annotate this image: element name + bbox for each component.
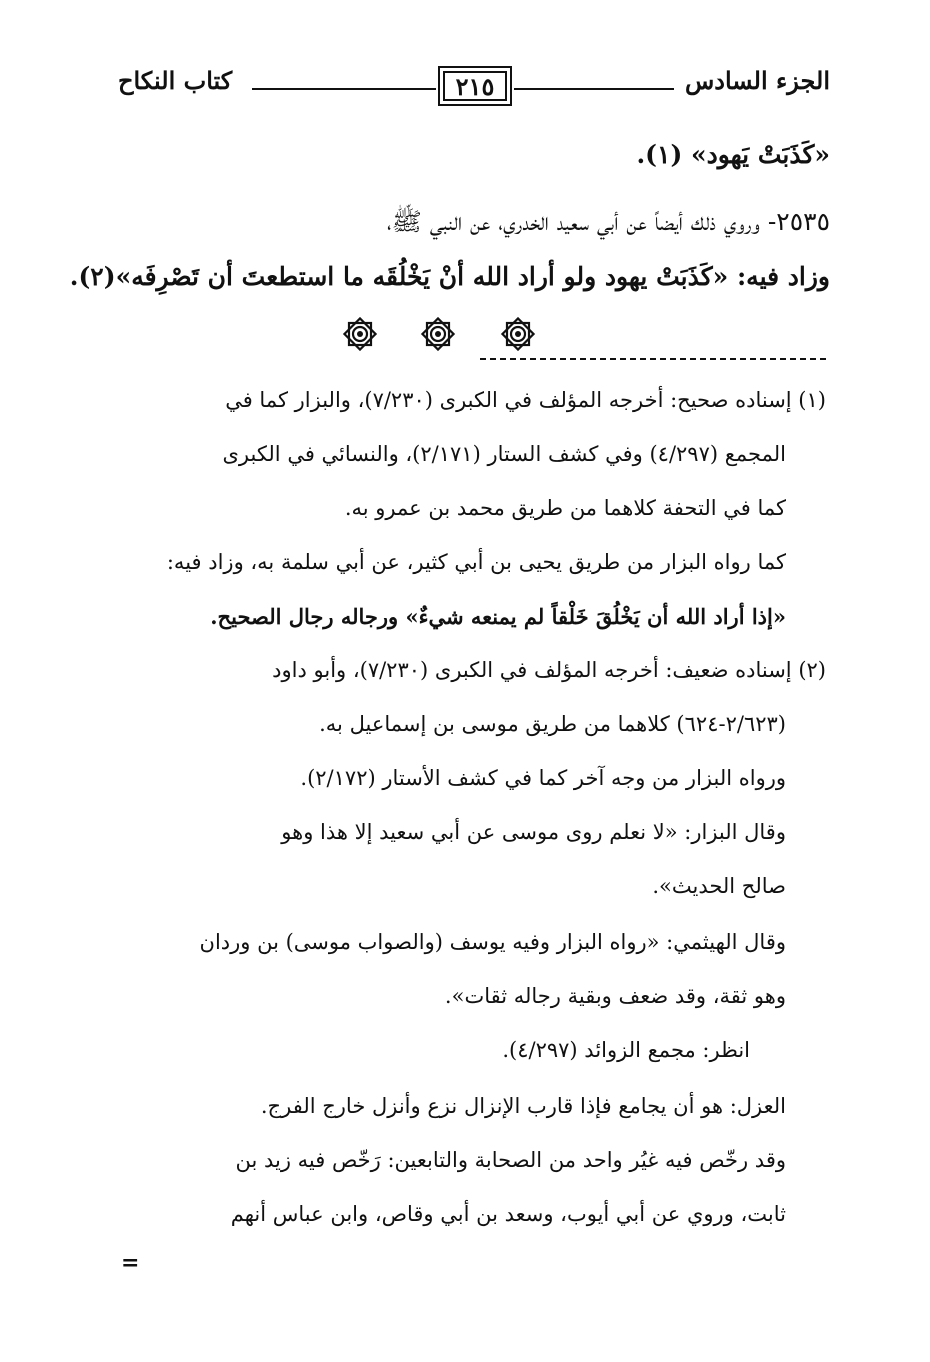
ornament-flower-icon [498, 314, 538, 354]
footnote-1-line: كما رواه البزار من طريق يحيى بن أبي كثير، عن أبي سلمة به، وزاد فيه: [166, 550, 786, 574]
footnote-2-line: العزل: هو أن يجامع فإذا قارب الإنزال نزع وأنزل خارج الفرج. [260, 1094, 786, 1118]
footnote-1-line: كما في التحفة كلاهما من طريق محمد بن عمرو به. [344, 496, 786, 520]
footnote-2-line: (٢/٦٢٣-٦٢٤) كلاهما من طريق موسى بن إسماعيل به. [319, 712, 786, 736]
header-volume: الجزء السادس [684, 66, 830, 95]
hadith-2535-line: ٢٥٣٥- وروي ذلك أيضاً عن أبي سعيد الخدري، عن النبي ﷺ، [386, 207, 830, 236]
footnote-2-line: (٢) إسناده ضعيف: أخرجه المؤلف في الكبرى (٧/٢٣٠)، وأبو داود [272, 658, 826, 682]
main-text-line: «كَذَبَتْ يَهود» (١). [636, 140, 830, 169]
ornament-flower-icon [340, 314, 380, 354]
hadith-2535-line: وزاد فيه: «كَذَبَتْ يهود ولو أراد الله أنْ يَخْلُقَه ما استطعتَ أن تَصْرِفَه»(٢). [69, 262, 830, 291]
footnote-1-line: المجمع (٤/٢٩٧) وفي كشف الستار (٢/١٧١)، والنسائي في الكبرى [222, 442, 786, 466]
page-number-frame [438, 66, 512, 106]
continuation-mark: = [121, 1250, 140, 1276]
footnote-1-line: (١) إسناده صحيح: أخرجه المؤلف في الكبرى (٧/٢٣٠)، والبزار كما في [225, 388, 826, 412]
page-number: ٢١٥ [443, 71, 507, 101]
header-rule-left [252, 88, 436, 90]
footnote-2-line: ثابت، وروي عن أبي أيوب، وسعد بن أبي وقاص، وابن عباس أنهم [230, 1202, 786, 1226]
header-book-title: كتاب النكاح [118, 66, 233, 95]
ornament-flower-icon [418, 314, 458, 354]
footnote-2-line: وهو ثقة، وقد ضعف وبقية رجاله ثقات». [444, 984, 786, 1008]
footnote-2-line: وقال البزار: «لا نعلم روى موسى عن أبي سعيد إلا هذا وهو [281, 820, 786, 844]
footnote-2-line: وقد رخّص فيه غيُر واحد من الصحابة والتابعين: رَخّص فيه زيد بن [235, 1148, 786, 1172]
footnote-2-line: انظر: مجمع الزوائد (٤/٢٩٧). [502, 1038, 750, 1062]
footnote-separator [480, 358, 826, 360]
footnote-2-line: وقال الهيثمي: «رواه البزار وفيه يوسف (والصواب موسى) بن وردان [199, 930, 786, 954]
footnote-2-line: صالح الحديث». [652, 874, 786, 898]
footnote-1-line: «إذا أراد الله أن يَخْلُقَ خَلْقاً لم يمنعه شيءٌ» ورجاله رجال الصحيح. [210, 604, 786, 629]
header-rule-right [514, 88, 674, 90]
footnote-2-line: ورواه البزار من وجه آخر كما في كشف الأستار (٢/١٧٢). [300, 766, 786, 790]
